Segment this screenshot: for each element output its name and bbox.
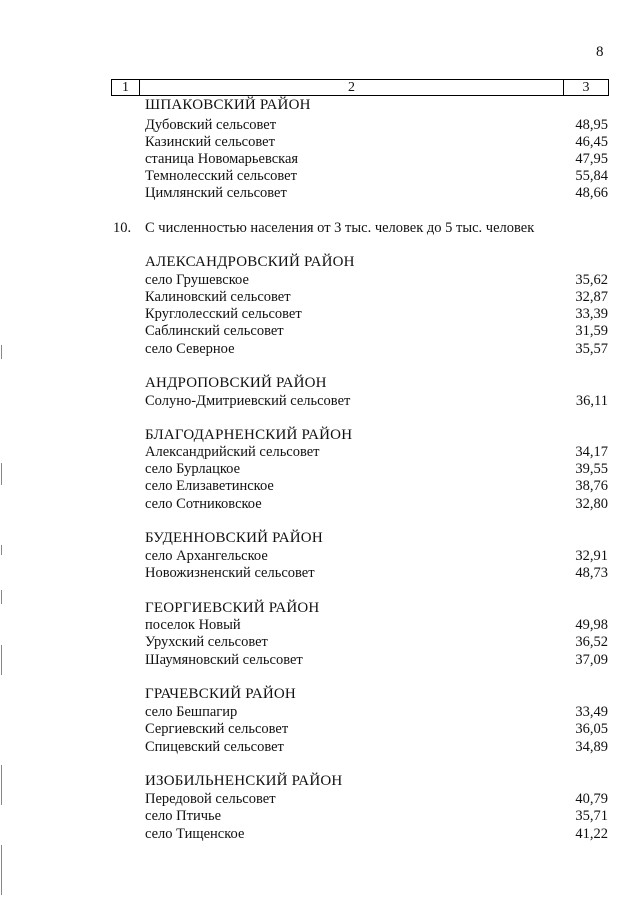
list-item	[145, 547, 608, 565]
list-item	[145, 738, 608, 756]
settlement-value: 46,45	[575, 134, 608, 150]
settlement-value: 31,59	[575, 323, 608, 339]
settlement-name: Калиновский сельсовет	[145, 289, 291, 305]
settlement-value: 41,22	[575, 826, 608, 842]
settlement-value: 36,05	[575, 721, 608, 737]
settlement-name: село Бешпагир	[145, 704, 238, 720]
list-item	[145, 616, 608, 634]
settlement-value: 48,73	[575, 565, 608, 581]
settlement-name: Александрийский сельсовет	[145, 444, 320, 460]
section-title: С численностью населения от 3 тыс. человек до 5 тыс. человек	[145, 220, 535, 236]
list-item	[145, 790, 608, 808]
settlement-name: село Бурлацкое	[145, 461, 241, 477]
settlement-value: 33,49	[575, 704, 608, 720]
settlement-value: 39,55	[575, 461, 608, 477]
settlement-value: 35,62	[575, 272, 608, 288]
list-item	[145, 322, 608, 340]
list-item	[145, 392, 608, 410]
header-col-3: 3	[582, 80, 590, 95]
list-item	[145, 807, 608, 825]
list-item	[145, 825, 608, 843]
settlement-name: Темнолесский сельсовет	[145, 168, 297, 184]
settlement-name: Урухский сельсовет	[145, 634, 268, 650]
settlement-value: 48,95	[575, 117, 608, 133]
settlement-name: станица Новомарьевская	[145, 151, 299, 167]
section-number: 10.	[113, 220, 132, 236]
list-item	[145, 340, 608, 358]
settlement-value: 35,57	[575, 341, 608, 357]
settlement-name: Новожизненский сельсовет	[145, 565, 315, 581]
settlement-value: 32,87	[575, 289, 608, 305]
district-heading: БУДЕННОВСКИЙ РАЙОН	[145, 530, 323, 546]
settlement-value: 34,17	[575, 444, 608, 460]
settlement-name: Саблинский сельсовет	[145, 323, 284, 339]
settlement-value: 36,11	[575, 393, 608, 409]
settlement-value: 33,39	[575, 306, 608, 322]
settlement-name: поселок Новый	[145, 617, 241, 633]
district-heading: БЛАГОДАРНЕНСКИЙ РАЙОН	[145, 427, 353, 443]
settlement-name: Дубовский сельсовет	[145, 117, 277, 133]
district-heading: ШПАКОВСКИЙ РАЙОН	[145, 97, 311, 113]
list-item	[145, 564, 608, 582]
settlement-name: село Северное	[145, 341, 235, 357]
district-heading: ГЕОРГИЕВСКИЙ РАЙОН	[145, 600, 320, 616]
list-item	[145, 184, 608, 202]
settlement-name: село Архангельское	[145, 548, 268, 564]
list-item	[145, 133, 608, 151]
header-col-2: 2	[140, 80, 564, 95]
district-heading: ИЗОБИЛЬНЕНСКИЙ РАЙОН	[145, 773, 343, 789]
settlement-name: село Грушевское	[145, 272, 249, 288]
header-col-1: 1	[112, 80, 140, 95]
settlement-name: Цимлянский сельсовет	[145, 185, 287, 201]
list-item	[145, 167, 608, 185]
settlement-name: Передовой сельсовет	[145, 791, 276, 807]
settlement-name: Круглолесский сельсовет	[145, 306, 302, 322]
settlement-value: 36,52	[575, 634, 608, 650]
settlement-name: Казинский сельсовет	[145, 134, 275, 150]
list-item	[145, 116, 608, 134]
settlement-value: 38,76	[575, 478, 608, 494]
scan-edge-marks	[0, 345, 3, 905]
table-header	[111, 79, 609, 96]
list-item	[145, 651, 608, 669]
settlement-name: село Тищенское	[145, 826, 245, 842]
list-item	[145, 633, 608, 651]
settlement-value: 32,80	[575, 496, 608, 512]
settlement-value: 49,98	[575, 617, 608, 633]
settlement-value: 48,66	[575, 185, 608, 201]
settlement-name: Солуно-Дмитриевский сельсовет	[145, 393, 351, 409]
settlement-value: 55,84	[575, 168, 608, 184]
district-heading: АНДРОПОВСКИЙ РАЙОН	[145, 375, 327, 391]
list-item	[145, 460, 608, 478]
list-item	[145, 271, 608, 289]
list-item	[145, 288, 608, 306]
list-item	[145, 477, 608, 495]
list-item	[145, 305, 608, 323]
list-item	[145, 150, 608, 168]
settlement-name: Спицевский сельсовет	[145, 739, 284, 755]
settlement-name: село Елизаветинское	[145, 478, 274, 494]
settlement-value: 47,95	[575, 151, 608, 167]
settlement-name: село Сотниковское	[145, 496, 262, 512]
list-item	[145, 703, 608, 721]
settlement-name: село Птичье	[145, 808, 222, 824]
list-item	[145, 495, 608, 513]
settlement-name: Сергиевский сельсовет	[145, 721, 289, 737]
settlement-value: 32,91	[575, 548, 608, 564]
district-heading: ГРАЧЕВСКИЙ РАЙОН	[145, 686, 296, 702]
settlement-value: 35,71	[575, 808, 608, 824]
page-number: 8	[596, 44, 604, 60]
settlement-value: 34,89	[575, 739, 608, 755]
district-heading: АЛЕКСАНДРОВСКИЙ РАЙОН	[145, 254, 355, 270]
settlement-value: 40,79	[575, 791, 608, 807]
list-item	[145, 443, 608, 461]
settlement-name: Шаумяновский сельсовет	[145, 652, 303, 668]
list-item	[145, 720, 608, 738]
settlement-value: 37,09	[575, 652, 608, 668]
